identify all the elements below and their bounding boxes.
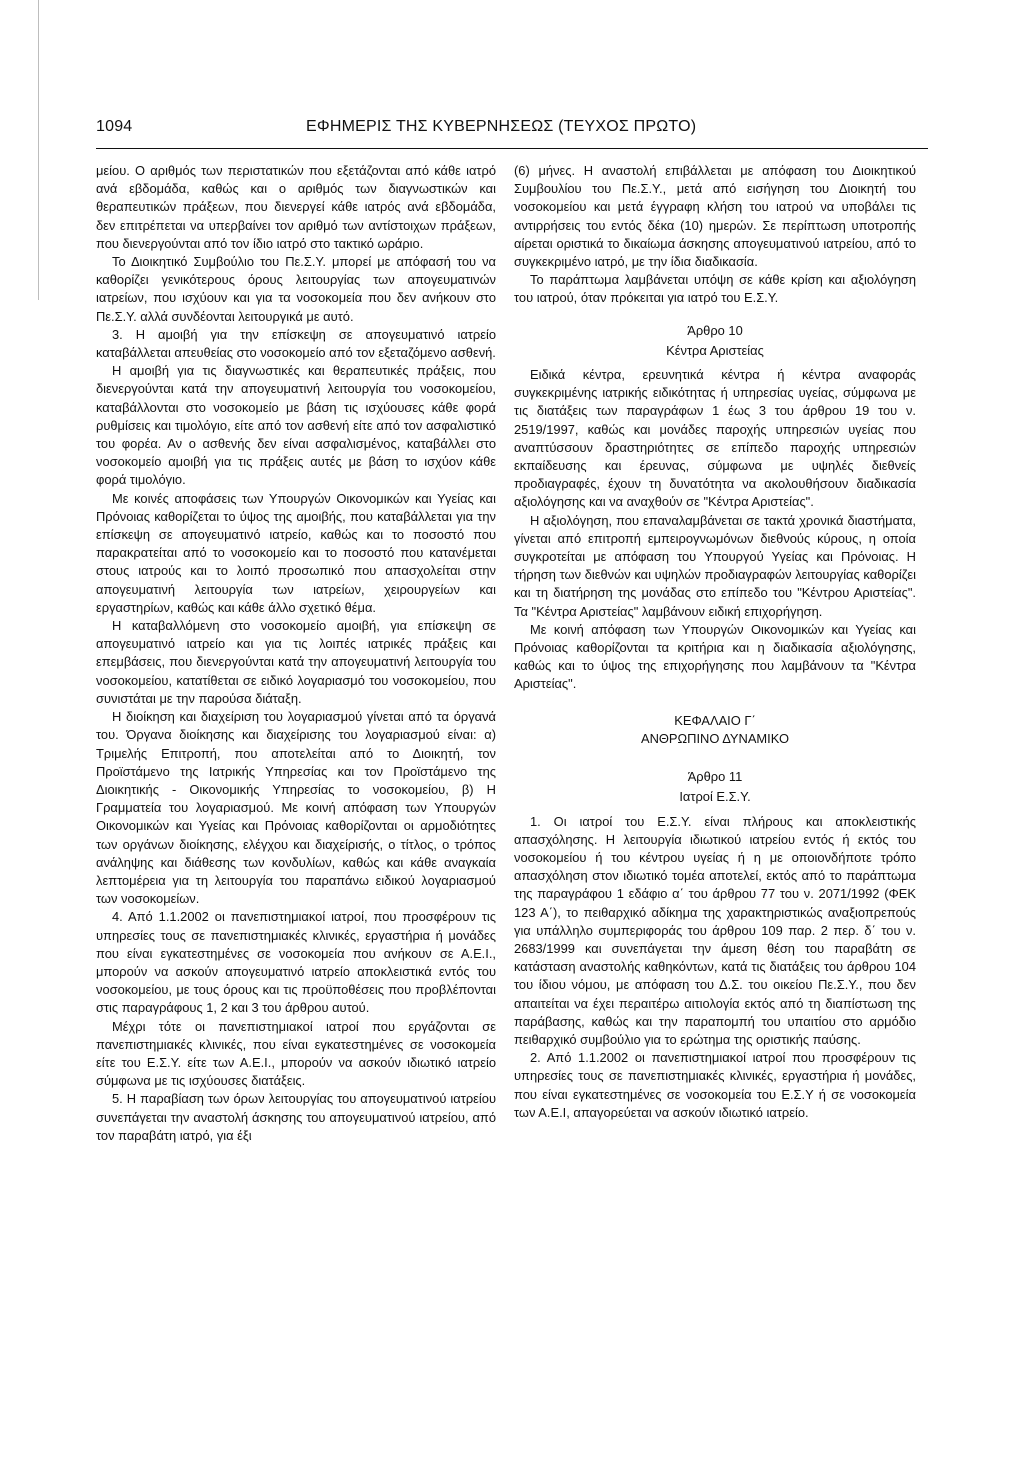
spacer bbox=[514, 694, 916, 702]
scan-edge-line bbox=[38, 0, 39, 300]
paragraph: Το Διοικητικό Συμβούλιο του Πε.Σ.Υ. μπορεί με απόφασή του να καθορίζει γενικότερους όρους λειτουργίας των απογευματινών ιατρείων, που ισχύουν και για τα νοσοκομεία που δεν ανήκουν στο Πε.Σ.Υ. αλλά συνδέονται λειτουργικά με αυτό. bbox=[96, 254, 496, 324]
paragraph: Η καταβαλλόμενη στο νοσοκομείο αμοιβή, για επίσκεψη σε απογευματινό ιατρείο και για τις λοιπές ιατρικές πράξεις και επεμβάσεις, που διενεργούνται κατά την απογευματινή λειτουργία του νοσοκομείου, κατατίθεται σε ειδικό λογαριασμό του νοσοκομείου, που συνιστάται με την παρούσα διάταξη. bbox=[96, 618, 496, 706]
paragraph: Με κοινές αποφάσεις των Υπουργών Οικονομικών και Υγείας και Πρόνοιας καθορίζεται το ύψος της αμοιβής, που καταβάλλεται για την επίσκεψη σε απογευματινό ιατρείο, καθώς και το ποσοστό που παρακρατείται από το νοσοκομείο και το ποσοστό που κατανέμεται στους ιατρούς και το λοιπό προσωπικό που απασχολείται στην απογευματινή λειτουργία των ιατρείων, χειρουργείων και εργαστηρίων, καθώς και κάθε άλλο σχετικό θέμα. bbox=[96, 490, 496, 615]
chapter-heading: ΚΕΦΑΛΑΙΟ Γ΄ bbox=[674, 712, 756, 728]
left-column bbox=[96, 162, 496, 1145]
article-subheading: Ιατροί Ε.Σ.Υ. bbox=[679, 789, 751, 805]
page-number: 1094 bbox=[96, 118, 133, 135]
gazette-title: ΕΦΗΜΕΡΙΣ ΤΗΣ ΚΥΒΕΡΝΗΣΕΩΣ (ΤΕΥΧΟΣ ΠΡΩΤΟ) bbox=[306, 118, 697, 135]
chapter-subheading: ΑΝΘΡΩΠΙΝΟ ΔΥΝΑΜΙΚΟ bbox=[641, 730, 789, 746]
paragraph: μείου. Ο αριθμός των περιστατικών που εξετάζονται από κάθε ιατρό ανά εβδομάδα, καθώς και ο αριθμός των διαγνωστικών και θεραπευτικών πράξεων, που διενεργεί κάθε ιατρός ανά εβδομάδα, δεν επιτρέπεται να υπερβαίνει τον αριθμό των αντίστοιχων πράξεων, που διενεργούνται από τον ίδιο ιατρό στο τακτικό ωράριο. bbox=[96, 163, 496, 251]
paragraph: 5. Η παραβίαση των όρων λειτουργίας του απογευματινού ιατρείου συνεπάγεται την αναστολή άσκησης του απογευματινού ιατρείου, από τον παραβάτη ιατρό, για έξι bbox=[96, 1091, 496, 1143]
right-column bbox=[514, 162, 916, 1122]
article-heading: Άρθρο 10 bbox=[687, 322, 743, 338]
paragraph: (6) μήνες. Η αναστολή επιβάλλεται με απόφαση του Διοικητικού Συμβουλίου του Πε.Σ.Υ., μετά από εισήγηση του Διοικητή του νοσοκομείου και μετά έγγραφη κλήση του ιατρού να υποβάλει τις αντιρρήσεις του εντός δέκα (10) ημερών. Σε περίπτωση υποτροπής αίρεται οριστικά το δικαίωμα άσκησης απογευματινού ιατρείου, από το συγκεκριμένο ιατρό, με την ίδια διαδικασία. bbox=[514, 163, 916, 270]
page-header bbox=[96, 118, 928, 142]
article-subheading: Κέντρα Αριστείας bbox=[666, 342, 764, 358]
article-heading: Άρθρο 11 bbox=[687, 769, 743, 785]
paragraph: Το παράπτωμα λαμβάνεται υπόψη σε κάθε κρίση και αξιολόγηση του ιατρού, όταν πρόκειται για ιατρό του Ε.Σ.Υ. bbox=[514, 272, 916, 306]
paragraph: Ειδικά κέντρα, ερευνητικά κέντρα ή κέντρα αναφοράς συγκεκριμένης ιατρικής ειδικότητας ή υπηρεσίας υγείας, σύμφωνα με τις διατάξεις των παραγράφων 1 έως 3 του άρθρου 19 του ν. 2519/1997, καθώς και μονάδες παροχής υπηρεσιών υγείας που αναπτύσσουν δραστηριότητες σε επίπεδο παροχής υπηρεσιών εκπαίδευσης και έρευνας, σύμφωνα με υψηλές διεθνείς προδιαγραφές, έχουν τη δυνατότητα να ακολουθήσουν διαδικασία αξιολόγησης και να αναχθούν σε "Κέντρα Αριστείας". bbox=[514, 367, 916, 510]
paragraph: 1. Οι ιατροί του Ε.Σ.Υ. είναι πλήρους και αποκλειστικής απασχόλησης. Η λειτουργία ιδιωτικού ιατρείου εντός ή εκτός του νοσοκομείου ή του κέντρου υγείας ή η με οποιονδήποτε τρόπο απασχόληση στον ιδιωτικό τομέα αποτελεί, εκτός από το παράπτωμα της παραγράφου 1 εδάφιο α΄ του άρθρου 77 του ν. 2071/1992 (ΦΕΚ 123 Α΄), το πειθαρχικό αδίκημα της χαρακτηριστικώς αναξιοπρεπούς για υπάλληλο συμπεριφοράς του άρθρου 109 παρ. 2 περ. δ΄ του ν. 2683/1999 και συνεπάγεται την άμεση θέση του παραβάτη σε κατάσταση αναστολής καθηκόντων, κατά τις διατάξεις του άρθρου 104 του ίδιου νόμου, με απόφαση του Δ.Σ. του οικείου Πε.Σ.Υ., που δεν απαιτείται να έχει περαιτέρω αιτιολογία εκτός από τη διαπίστωση της παράβασης, καθώς και την παραπομπή του υπαιτίου στο αρμόδιο πειθαρχικό συμβούλιο για το ερώτημα της οριστικής παύσης. bbox=[514, 813, 916, 1047]
paragraph: 4. Από 1.1.2002 οι πανεπιστημιακοί ιατροί, που προσφέρουν τις υπηρεσίες τους σε πανεπιστημιακές κλινικές, εργαστήρια ή μονάδες που είναι εγκατεστημένες σε νοσοκομεία που ανήκουν σε Α.Ε.Ι., μπορούν να ασκούν απογευματινό ιατρείο αποκλειστικά εντός του νοσοκομείου, με τους όρους και τις προϋποθέσεις που προβλέπονται στις παραγράφους 1, 2 και 3 του άρθρου αυτού. bbox=[96, 909, 496, 1016]
spacer bbox=[514, 754, 916, 762]
header-rule bbox=[96, 148, 928, 149]
spacer bbox=[514, 308, 916, 316]
paragraph: 3. Η αμοιβή για την επίσκεψη σε απογευματινό ιατρείο καταβάλλεται απευθείας στο νοσοκομείο από τον εξεταζόμενο ασθενή. bbox=[96, 326, 496, 361]
paragraph: 2. Από 1.1.2002 οι πανεπιστημιακοί ιατροί που προσφέρουν τις υπηρεσίες τους σε πανεπιστημιακές κλινικές, εργαστήρια ή μονάδες, που είναι εγκατεστημένες σε νοσοκομεία του Ε.Σ.Υ ή σε νοσοκομεία των Α.Ε.Ι, απαγορεύεται να ασκούν ιδιωτικό ιατρείο. bbox=[514, 1050, 916, 1120]
paragraph: Μέχρι τότε οι πανεπιστημιακοί ιατροί που εργάζονται σε πανεπιστημιακές κλινικές, που είναι εγκατεστημένες σε νοσοκομεία είτε του Ε.Σ.Υ. είτε των Α.Ε.Ι., μπορούν να ασκούν ιδιωτικό ιατρείο σύμφωνα με τις ισχύουσες διατάξεις. bbox=[96, 1018, 496, 1089]
paragraph: Η αμοιβή για τις διαγνωστικές και θεραπευτικές πράξεις, που διενεργούνται κατά την απογευματινή λειτουργία του νοσοκομείου, καταβάλλονται στο νοσοκομείο με βάση τις ισχύουσες κάθε φορά ρυθμίσεις και τιμολόγιο, είτε από τον ασθενή είτε από τον ασφαλιστικό του φορέα. Αν ο ασθενής δεν είναι ασφαλισμένος, καταβάλλει στο νοσοκομείο αμοιβή για τις πράξεις αυτές με βάση το ισχύον κάθε φορά τιμολόγιο. bbox=[96, 363, 496, 488]
paragraph: Η διοίκηση και διαχείριση του λογαριασμού γίνεται από τα όργανά του. Όργανα διοίκησης και διαχείρισης του λογαριασμού είναι: α) Τριμελής Επιτροπή, που αποτελείται από το Διοικητή, τον Προϊστάμενο της Ιατρικής Υπηρεσίας και τον Προϊστάμενο της Διοικητικής - Οικονομικής Υπηρεσίας το νοσοκομείου, β) Η Γραμματεία του λογαριασμού. Με κοινή απόφαση των Υπουργών Οικονομικών και Υγείας και Πρόνοιας καθορίζονται οι αρμοδιότητες των οργάνων διοίκησης, ελέγχου και διαχείρισής, ο τίτλος, ο τρόπος ανάληψης και διάθεσης των κονδυλίων, καθώς και κάθε αναγκαία λεπτομέρεια για τη λειτουργία του παραπάνω ειδικού λογαριασμού των νοσοκομείων. bbox=[96, 709, 496, 907]
paragraph: Η αξιολόγηση, που επαναλαμβάνεται σε τακτά χρονικά διαστήματα, γίνεται από επιτροπή εμπειρογνωμόνων διεθνούς κύρους, η οποία συγκροτείται με απόφαση του Υπουργού Υγείας και Πρόνοιας. Η τήρηση των διεθνών και υψηλών προδιαγραφών λειτουργίας καθορίζει και τη διατήρηση της μονάδας στο επίπεδο του "Κέντρου Αριστείας". Τα "Κέντρα Αριστείας" λαμβάνουν ειδική επιχορήγηση. bbox=[514, 512, 916, 619]
paragraph: Με κοινή απόφαση των Υπουργών Οικονομικών και Υγείας και Πρόνοιας καθορίζονται τα κριτήρια και η διαδικασία αξιολόγησης, καθώς και το ύψος της επιχορήγησης που λαμβάνουν τα "Κέντρα Αριστείας". bbox=[514, 621, 916, 692]
